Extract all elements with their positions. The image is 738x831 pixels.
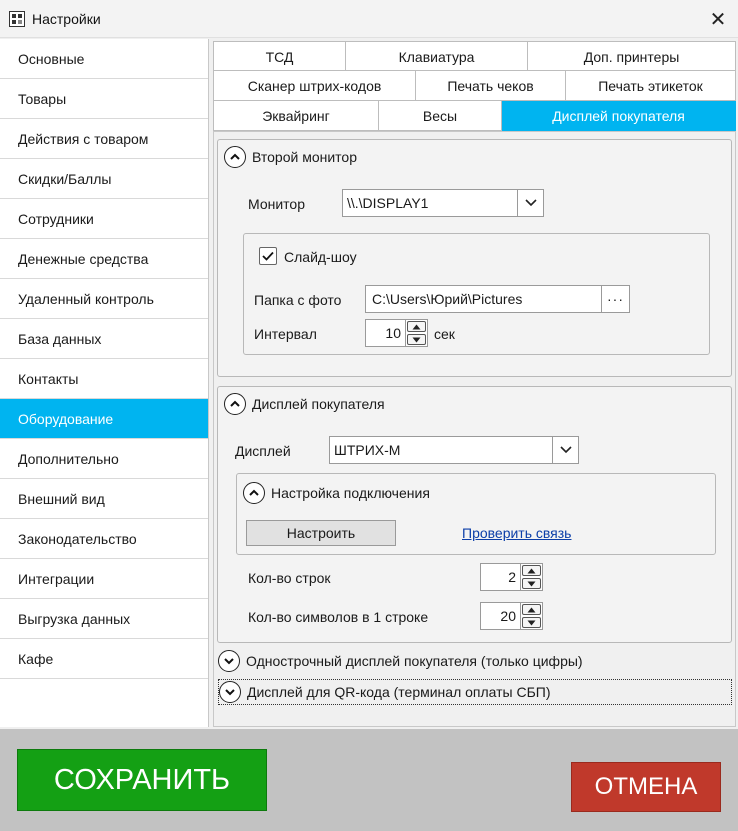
sidebar-item-tovary[interactable]: Товары	[0, 79, 208, 119]
sidebar-item-data-export[interactable]: Выгрузка данных	[0, 599, 208, 639]
qr-display-header: Дисплей для QR-кода (терминал оплаты СБП)	[247, 684, 551, 700]
chars-per-line-value: 20	[500, 608, 516, 624]
rows-count-value: 2	[508, 569, 516, 585]
display-label: Дисплей	[235, 443, 291, 459]
app-icon	[9, 11, 25, 27]
display-select-value: ШТРИХ-М	[334, 442, 401, 458]
content-area	[211, 39, 738, 727]
monitor-label: Монитор	[248, 196, 305, 212]
tab-acquiring[interactable]: Эквайринг	[213, 101, 379, 131]
slideshow-label: Слайд-шоу	[284, 249, 357, 265]
interval-down-button[interactable]	[407, 334, 426, 345]
sidebar-item-discounts[interactable]: Скидки/Баллы	[0, 159, 208, 199]
connection-settings-expander[interactable]	[243, 482, 430, 504]
chevron-up-icon	[243, 482, 265, 504]
rows-count-label: Кол-во строк	[248, 570, 331, 586]
close-icon[interactable]: ✕	[709, 8, 727, 31]
chevron-down-icon	[517, 190, 543, 216]
sidebar	[0, 39, 209, 727]
single-line-display-expander[interactable]	[218, 650, 583, 672]
tab-barcode-scanner[interactable]: Сканер штрих-кодов	[213, 71, 416, 101]
customer-display-header: Дисплей покупателя	[252, 396, 385, 412]
window-title: Настройки	[32, 11, 101, 27]
chevron-down-icon	[219, 681, 241, 703]
sidebar-item-additional[interactable]: Дополнительно	[0, 439, 208, 479]
tab-label-printing[interactable]: Печать этикеток	[566, 71, 736, 101]
interval-value: 10	[385, 325, 401, 341]
sidebar-item-product-actions[interactable]: Действия с товаром	[0, 119, 208, 159]
display-select[interactable]	[329, 436, 579, 464]
customer-display-expander[interactable]	[224, 393, 385, 415]
rows-up-button[interactable]	[522, 565, 541, 576]
tab-keyboard[interactable]: Клавиатура	[346, 41, 528, 71]
chars-up-button[interactable]	[522, 604, 541, 615]
interval-up-button[interactable]	[407, 321, 426, 332]
connection-settings-header: Настройка подключения	[271, 485, 430, 501]
footer-bar	[0, 729, 738, 831]
customer-display-group	[217, 386, 732, 643]
sidebar-item-contacts[interactable]: Контакты	[0, 359, 208, 399]
configure-button[interactable]: Настроить	[246, 520, 396, 546]
interval-label: Интервал	[254, 326, 317, 342]
monitor-select[interactable]	[342, 189, 544, 217]
tab-customer-display[interactable]: Дисплей покупателя	[502, 101, 736, 131]
title-bar	[0, 0, 738, 38]
photo-folder-label: Папка с фото	[254, 292, 342, 308]
connection-settings-group	[236, 473, 716, 555]
check-connection-link[interactable]: Проверить связь	[462, 525, 572, 541]
chevron-down-icon	[552, 437, 578, 463]
slideshow-checkbox[interactable]	[259, 247, 277, 265]
chevron-up-icon	[224, 393, 246, 415]
photo-folder-value: C:\Users\Юрий\Pictures	[372, 291, 523, 307]
tab-extra-printers[interactable]: Доп. принтеры	[528, 41, 736, 71]
sidebar-item-osnovnye[interactable]: Основные	[0, 39, 208, 79]
tab-receipt-printing[interactable]: Печать чеков	[416, 71, 566, 101]
interval-unit: сек	[434, 326, 455, 342]
sidebar-item-appearance[interactable]: Внешний вид	[0, 479, 208, 519]
photo-folder-input[interactable]	[365, 285, 630, 313]
slideshow-group	[243, 233, 710, 355]
tab-tsd[interactable]: ТСД	[213, 41, 346, 71]
sidebar-item-cash[interactable]: Денежные средства	[0, 239, 208, 279]
sidebar-item-database[interactable]: База данных	[0, 319, 208, 359]
second-monitor-expander[interactable]	[224, 146, 357, 168]
chars-per-line-stepper[interactable]	[480, 602, 543, 630]
rows-count-stepper[interactable]	[480, 563, 543, 591]
rows-down-button[interactable]	[522, 578, 541, 589]
second-monitor-group	[217, 139, 732, 377]
qr-display-expander[interactable]	[218, 679, 732, 705]
sidebar-item-remote-control[interactable]: Удаленный контроль	[0, 279, 208, 319]
second-monitor-header: Второй монитор	[252, 149, 357, 165]
chars-per-line-label: Кол-во символов в 1 строке	[248, 609, 429, 625]
chars-down-button[interactable]	[522, 617, 541, 628]
sidebar-item-integrations[interactable]: Интеграции	[0, 559, 208, 599]
chevron-down-icon	[218, 650, 240, 672]
interval-stepper[interactable]	[365, 319, 428, 347]
single-line-display-header: Однострочный дисплей покупателя (только цифры)	[246, 653, 583, 669]
save-button[interactable]: СОХРАНИТЬ	[17, 749, 267, 811]
sidebar-item-employees[interactable]: Сотрудники	[0, 199, 208, 239]
tab-scales[interactable]: Весы	[379, 101, 502, 131]
sidebar-item-legislation[interactable]: Законодательство	[0, 519, 208, 559]
settings-panel	[213, 131, 736, 727]
sidebar-item-equipment[interactable]: Оборудование	[0, 399, 208, 439]
tab-strip	[213, 41, 736, 131]
chevron-up-icon	[224, 146, 246, 168]
cancel-button[interactable]: ОТМЕНА	[571, 762, 721, 812]
sidebar-item-cafe[interactable]: Кафе	[0, 639, 208, 679]
monitor-select-value: \\.\DISPLAY1	[347, 195, 429, 211]
browse-button[interactable]: ···	[601, 286, 629, 312]
